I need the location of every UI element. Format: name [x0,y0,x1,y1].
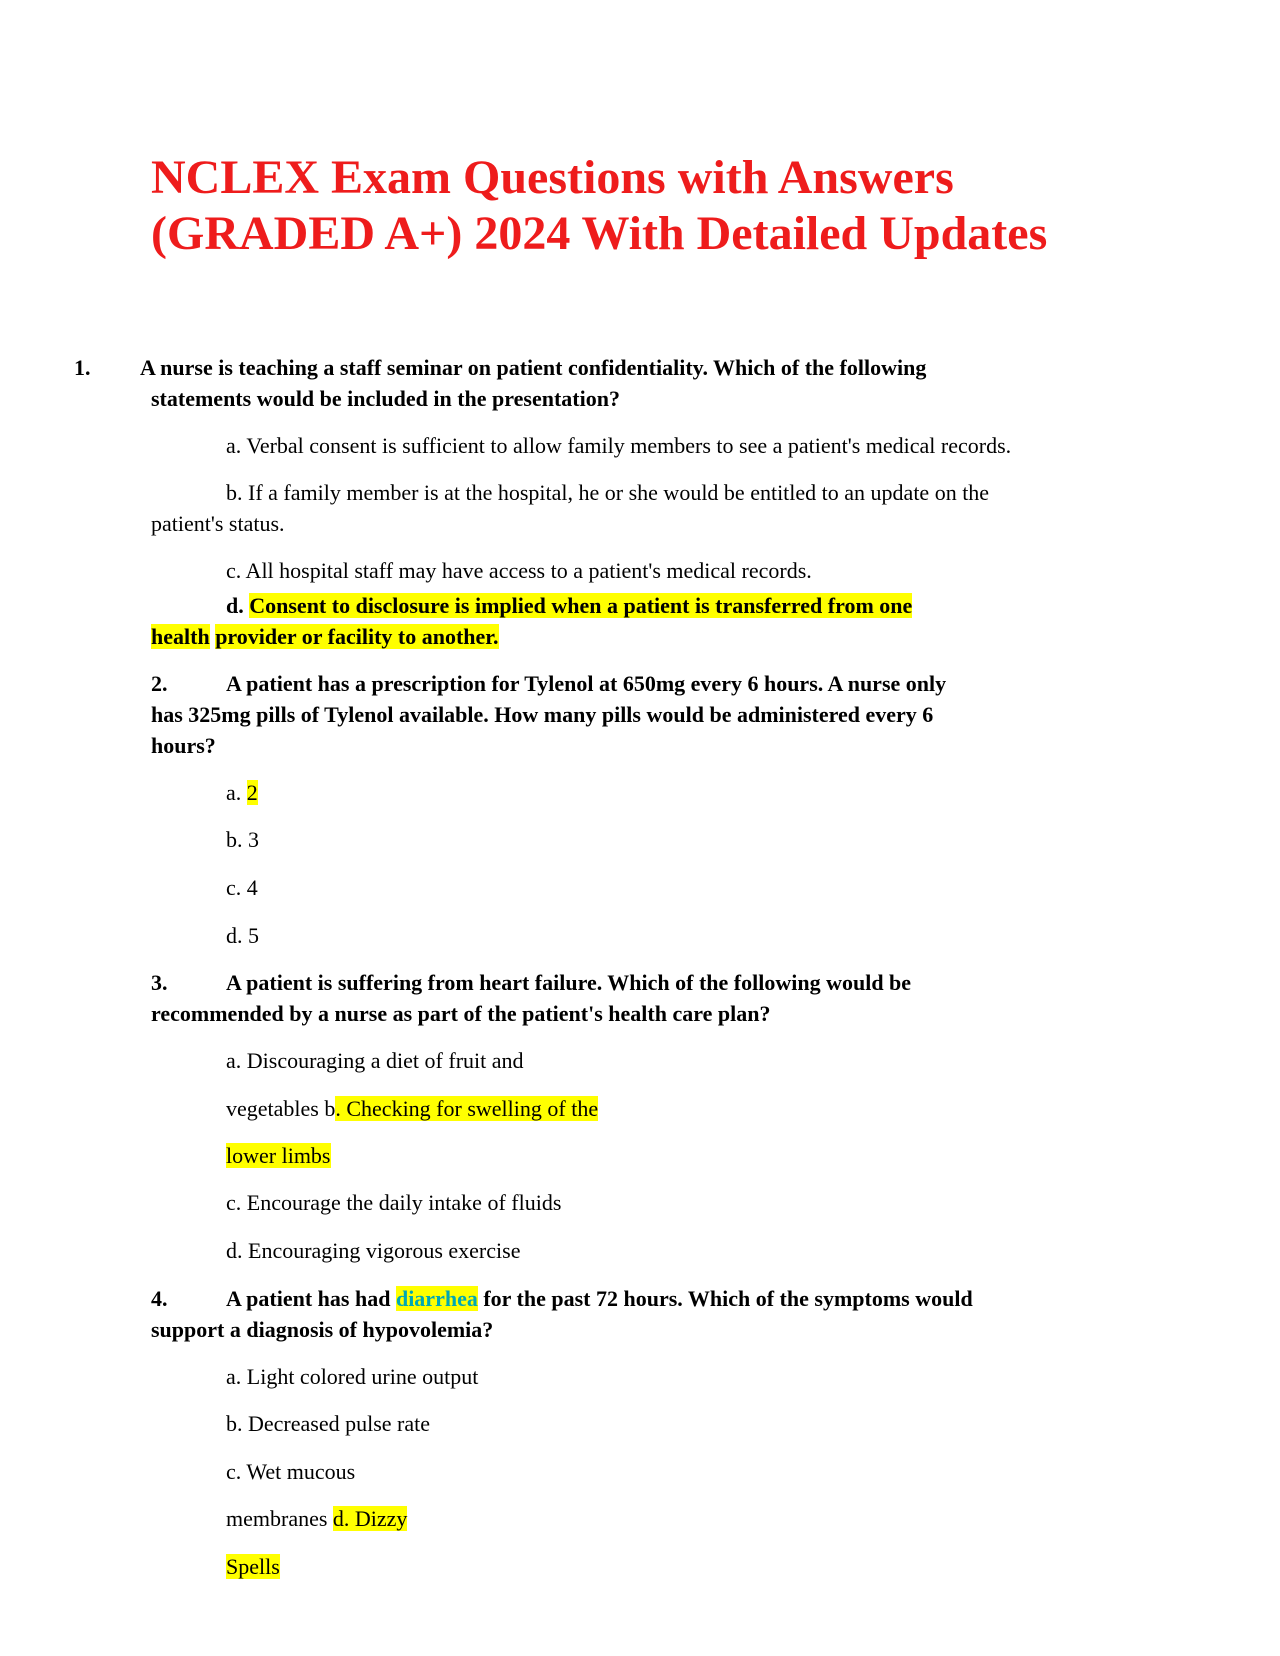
q4-option-a: a. Light colored urine output [226,1364,479,1389]
q2-option-a-prefix: a. [226,780,242,805]
q1-option-c: c. All hospital staff may have access to a patient's medical records. [226,558,812,583]
document-title [151,150,1047,262]
q3-option-a-line-2: vegetables b [226,1096,336,1121]
q1-question-line-2: statements would be included in the presentation? [151,386,620,411]
q3-correct-answer-highlight-2: lower limbs [226,1143,331,1168]
q3-option-c: c. Encourage the daily intake of fluids [226,1190,562,1215]
q2-number: 2. [151,671,168,696]
q2-question-line-3: hours? [151,733,216,758]
q4-number: 4. [151,1286,168,1311]
q3-number: 3. [151,970,168,995]
q4-question-line-1 [151,1283,973,1314]
q1-option-d-line-1 [226,590,912,621]
q4-option-c-line-1: c. Wet mucous [226,1459,356,1484]
q2-option-a [226,777,258,808]
q3-question-line-2: recommended by a nurse as part of the patient's health care plan? [151,1001,771,1026]
q4-question-text-pre: A patient has had [226,1286,391,1311]
q3-option-b-line-2 [226,1140,331,1171]
title-line-2: (GRADED A+) 2024 With Detailed Updates [151,207,1048,260]
q4-option-c-d-line [226,1503,407,1534]
q2-option-b: b. 3 [226,827,259,852]
q3-option-d: d. Encouraging vigorous exercise [226,1238,521,1263]
q2-question-line-1 [151,668,946,699]
q1-question-line-1 [74,352,927,383]
q4-option-c-line-2: membranes [226,1506,328,1531]
q1-option-d-prefix: d. [226,593,244,618]
q3-option-a-b-line [226,1093,598,1124]
q1-correct-answer-highlight-2b: provider or facility to another. [215,624,499,649]
q4-question-line-2: support a diagnosis of hypovolemia? [151,1317,494,1342]
q2-question-text-1: A patient has a prescription for Tylenol at 650mg every 6 hours. A nurse only [226,671,947,696]
q4-term-highlight: diarrhea [395,1286,478,1311]
q3-correct-answer-highlight-1: . Checking for swelling of the [335,1096,599,1121]
q2-question-line-2: has 325mg pills of Tylenol available. How many pills would be administered every 6 [151,702,934,727]
q1-correct-answer-highlight-1: Consent to disclosure is implied when a patient is transferred from one [249,593,913,618]
q4-question-text-post: for the past 72 hours. Which of the symptoms would [483,1286,973,1311]
q4-correct-answer-highlight-2: Spells [226,1554,280,1579]
title-line-1: NCLEX Exam Questions with Answers [151,151,954,204]
q2-correct-answer-highlight: 2 [246,780,258,805]
q1-option-d-line-2 [151,621,499,652]
q1-option-a: a. Verbal consent is sufficient to allow family members to see a patient's medical records. [226,433,1012,458]
q1-correct-answer-highlight-2a: health [151,624,210,649]
q1-question-text-1: A nurse is teaching a staff seminar on patient confidentiality. Which of the following [140,355,927,380]
q2-option-d: d. 5 [226,923,259,948]
q3-question-text-1: A patient is suffering from heart failure. Which of the following would be [226,970,912,995]
q1-option-b-line-2: patient's status. [151,511,285,536]
q2-option-c: c. 4 [226,875,258,900]
q3-option-a-line-1: a. Discouraging a diet of fruit and [226,1048,524,1073]
q1-number: 1. [74,355,91,380]
q1-option-b-line-1: b. If a family member is at the hospital, he or she would be entitled to an update on the [226,480,990,505]
q3-question-line-1 [151,967,911,998]
q4-option-d-line-2 [226,1551,280,1582]
q4-option-b: b. Decreased pulse rate [226,1411,431,1436]
q4-correct-answer-highlight-1: d. Dizzy [332,1506,408,1531]
